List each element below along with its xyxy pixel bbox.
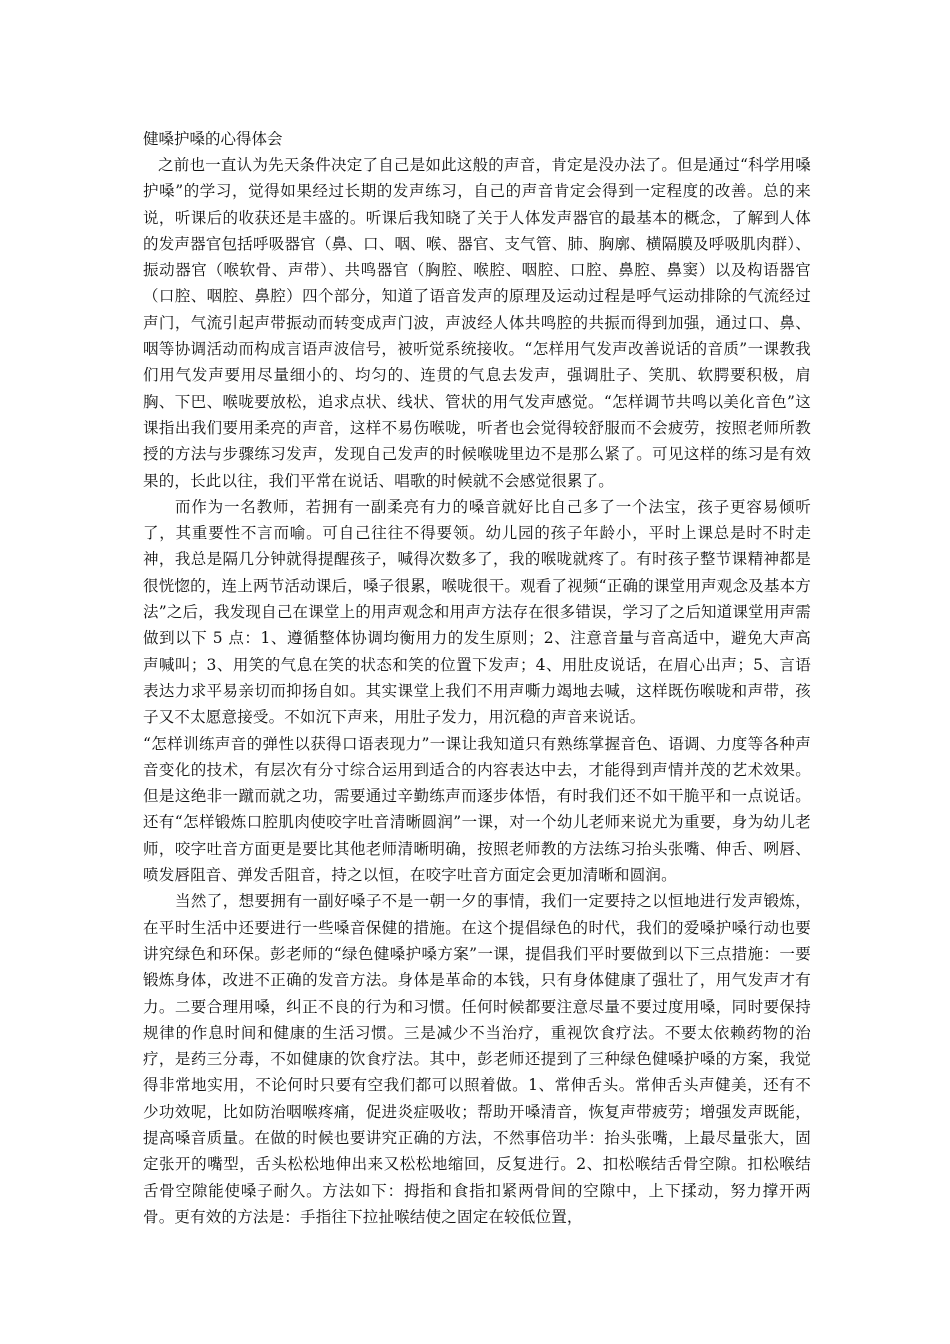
document-page bbox=[143, 126, 811, 1230]
paragraph-4: 当然了，想要拥有一副好嗓子不是一朝一夕的事情，我们一定要持之以恒地进行发声锻炼，在平时生活中还要进行一些嗓音保健的措施。在这个提倡绿色的时代，我们的爱嗓护嗓行动也要讲究绿色和环保。彭老师的“绿色健嗓护嗓方案”一课，提倡我们平时要做到以下三点措施：一要锻炼身体，改进不正确的发音方法。身体是革命的本钱，只有身体健康了强壮了，用气发声才有力。二要合理用嗓，纠正不良的行为和习惯。任何时候都要注意尽量不要过度用嗓，同时要保持规律的作息时间和健康的生活习惯。三是减少不当治疗，重视饮食疗法。不要太依赖药物的治疗，是药三分毒，不如健康的饮食疗法。其中，彭老师还提到了三种绿色健嗓护嗓的方案，我觉得非常地实用，不论何时只要有空我们都可以照着做。1、常伸舌头。常伸舌头声健美，还有不少功效呢，比如防治咽喉疼痛，促进炎症吸收；帮助开嗓清音，恢复声带疲劳；增强发声既能，提高嗓音质量。在做的时候也要讲究正确的方法，不然事倍功半：抬头张嘴，上最尽量张大，固定张开的嘴型，舌头松松地伸出来又松松地缩回，反复进行。2、扣松喉结舌骨空隙。扣松喉结舌骨空隙能使嗓子耐久。方法如下：拇指和食指扣紧两骨间的空隙中，上下揉动，努力撑开两骨。更有效的方法是：手指往下拉扯喉结使之固定在较低位置， bbox=[143, 892, 811, 1226]
paragraph-2: 而作为一名教师，若拥有一副柔亮有力的嗓音就好比自己多了一个法宝，孩子更容易倾听了，其重要性不言而喻。可自己往往不得要领。幼儿园的孩子年龄小，平时上课总是时不时走神，我总是隔几分钟就得提醒孩子，喊得次数多了，我的喉咙就疼了。有时孩子整节课精神都是很恍惚的，连上两节活动课后，嗓子很累，喉咙很干。观看了视频“正确的课堂用声观念及基本方法”之后，我发现自己在课堂上的用声观念和用声方法存在很多错误，学习了之后知道课堂用声需做到以下 5 点：1、遵循整体协调均衡用力的发生原则；2、注意音量与音高适中，避免大声高声喊叫；3、用笑的气息在笑的状态和笑的位置下发声；4、用肚皮说话，在眉心出声；5、言语表达力求平易亲切而抑扬自如。其实课堂上我们不用声嘶力竭地去喊，这样既伤喉咙和声带，孩子又不太愿意接受。不如沉下声来，用肚子发力，用沉稳的声音来说话。 bbox=[143, 497, 811, 727]
document-title: 健嗓护嗓的心得体会 bbox=[143, 130, 283, 148]
paragraph-1: 之前也一直认为先天条件决定了自己是如此这般的声音，肯定是没办法了。但是通过“科学用嗓护嗓”的学习，觉得如果经过长期的发声练习，自己的声音肯定会得到一定程度的改善。总的来说，听课后的收获还是丰盛的。听课后我知晓了关于人体发声器官的最基本的概念，了解到人体的发声器官包括呼吸器官（鼻、口、咽、喉、器官、支气管、肺、胸廓、横隔膜及呼吸肌肉群）、振动器官（喉软骨、声带）、共鸣器官（胸腔、喉腔、咽腔、口腔、鼻腔、鼻窦）以及构语器官（口腔、咽腔、鼻腔）四个部分，知道了语音发声的原理及运动过程是呼气运动排除的气流经过声门，气流引起声带振动而转变成声门波，声波经人体共鸣腔的共振而得到加强，通过口、鼻、咽等协调活动而构成言语声波信号，被听觉系统接收。“怎样用气发声改善说话的音质”一课教我们用气发声要用尽量细小的、均匀的、连贯的气息去发声，强调肚子、笑肌、软腭要积极，肩胸、下巴、喉咙要放松，追求点状、线状、管状的用气发声感觉。“怎样调节共鸣以美化音色”这课指出我们要用柔亮的声音，这样不易伤喉咙，听者也会觉得较舒服而不会疲劳，按照老师所教授的方法与步骤练习发声，发现自己发声的时候喉咙里边不是那么紧了。可见这样的练习是有效果的，长此以往，我们平常在说话、唱歌的时候就不会感觉很累了。 bbox=[143, 156, 811, 490]
paragraph-3: “怎样训练声音的弹性以获得口语表现力”一课让我知道只有熟练掌握音色、语调、力度等各种声音变化的技术，有层次有分寸综合运用到适合的内容表达中去，才能得到声情并茂的艺术效果。但是这绝非一蹴而就之功，需要通过辛勤练声而逐步体悟，有时我们还不如干脆平和一点说话。还有“怎样锻炼口腔肌肉使咬字吐音清晰圆润”一课，对一个幼儿老师来说尤为重要，身为幼儿老师，咬字吐音方面更是要比其他老师清晰明确，按照老师教的方法练习抬头张嘴、伸舌、咧唇、喷发唇阻音、弹发舌阻音，持之以恒，在咬字吐音方面定会更加清晰和圆润。 bbox=[143, 734, 811, 885]
